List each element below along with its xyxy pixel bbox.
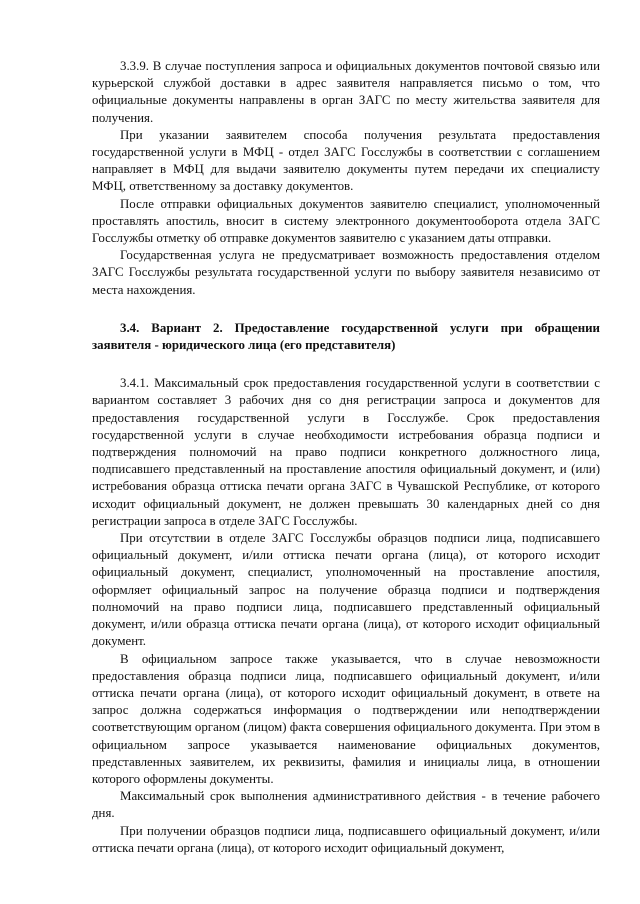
paragraph-official-request: В официальном запросе также указывается, что в случае невозможности предоставления образца подписи лица, подписавшего официальный документ, и/или оттиска печати органа (лица), от которого исходит официальный документ, в ответе на запрос должна содержаться информация о подтверждении или неподтверждении соответствующим органом (лицом) факта совершения официального документа. При этом в официальном запросе указывается наименование официальных документов, представленных заявителем, их реквизиты, фамилия и инициалы лица, в отношении которого оформлены документы. (92, 651, 600, 786)
section-heading-3-4: 3.4. Вариант 2. Предоставление государственной услуги при обращении заявителя - юридического лица (его представителя) (92, 320, 600, 353)
paragraph-no-extraterritorial: Государственная услуга не предусматривает возможность предоставления отделом ЗАГС Госслужбы результата государственной услуги по выбору заявителя независимо от места нахождения. (92, 248, 600, 297)
paragraph-mfc-delivery: При указании заявителем способа получения результата предоставления государственной услуги в МФЦ - отдел ЗАГС Госслужбы в соответствии с соглашением направляет в МФЦ для выдачи заявителю документы путем передачи их специалисту МФЦ, ответственному за доставку документов. (92, 127, 600, 194)
paragraph-on-receipt: При получении образцов подписи лица, подписавшего официальный документ, и/или оттиска печати органа (лица), от которого исходит официальный документ, (92, 823, 600, 855)
paragraph-after-sending: После отправки официальных документов заявителю специалист, уполномоченный проставлять апостиль, вносит в систему электронного документооборота отдела ЗАГС Госслужбы отметку об отправке документов заявителю с указанием даты отправки. (92, 196, 600, 246)
paragraph-max-term: Максимальный срок выполнения административного действия - в течение рабочего дня. (92, 789, 600, 821)
paragraph-3-4-1: 3.4.1. Максимальный срок предоставления государственной услуги в соответствии с вариантом составляет 3 рабочих дня со дня регистрации запроса и документов для предоставления государственной услуги в Госслужбе. Срок предоставления государственной услуги в случае необходимости истребования образца подписи и подтверждения полномочий на право подписи конкретного должностного лица, подписавшего представленный на проставление апостиля официальный документ, и (или) истребования образца оттиска печати органа ЗАГС в Чувашской Республике, от которого исходит официальный документ, не должен превышать 30 календарных дней со дня регистрации запроса в отделе ЗАГС Госслужбы. (92, 376, 600, 528)
paragraph-no-signature-samples: При отсутствии в отделе ЗАГС Госслужбы образцов подписи лица, подписавшего официальный документ, и/или оттиска печати органа (лица), от которого исходит официальный документ, специалист, уполномоченный на проставление апостиля, оформляет официальный запрос на получение образца подписи и подтверждения полномочий на право подписи лица, подписавшего представленный официальный документ, и/или образца оттиска печати органа (лица), от которого исходит официальный документ. (92, 531, 600, 649)
paragraph-3-3-9: 3.3.9. В случае поступления запроса и официальных документов почтовой связью или курьерской службой доставки в адрес заявителя направляется письмо о том, что официальные документы направлены в орган ЗАГС по месту жительства заявителя для получения. (92, 59, 600, 125)
